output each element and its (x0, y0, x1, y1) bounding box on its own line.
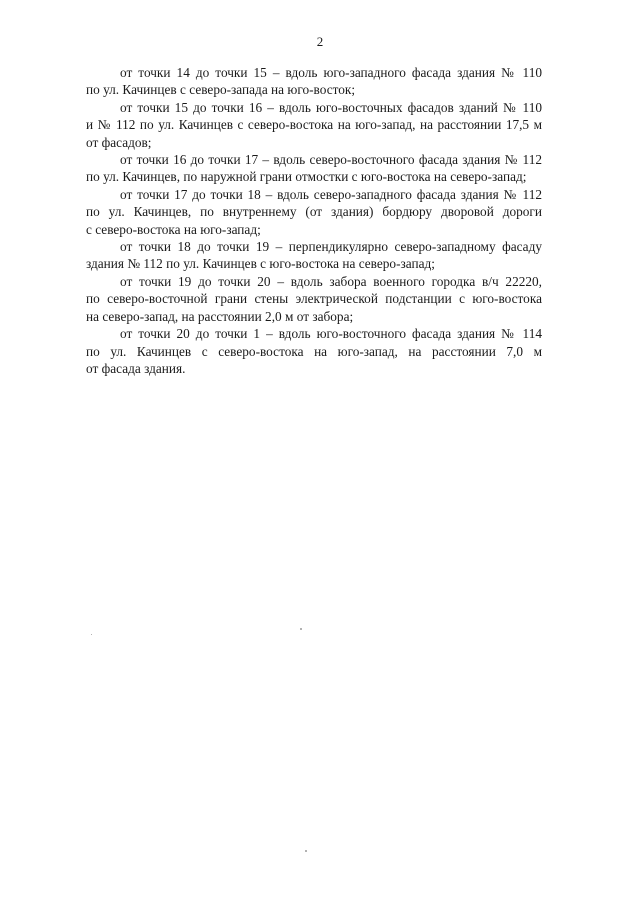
paragraph (86, 186, 542, 238)
text-line: по северо-восточной грани стены электрической подстанции с юго-востока (86, 291, 542, 307)
scan-speck (300, 628, 302, 630)
text-line: и № 112 по ул. Качинцев с северо-востока на юго-запад, на расстоянии 17,5 м (86, 117, 542, 133)
text-line: по ул. Качинцев с северо-запада на юго-восток; (86, 82, 356, 98)
page-number: 2 (316, 34, 324, 49)
text-line: от точки 20 до точки 1 – вдоль юго-восточного фасада здания № 114 (120, 326, 542, 342)
text-line: от точки 19 до точки 20 – вдоль забора военного городка в/ч 22220, (120, 273, 542, 289)
text-line: от точки 15 до точки 16 – вдоль юго-восточных фасадов зданий № 110 (120, 99, 542, 115)
text-line: по ул. Качинцев, по внутреннему (от здания) бордюру дворовой дороги (86, 204, 542, 220)
scan-speck (91, 634, 92, 635)
text-line: по ул. Качинцев с северо-востока на юго-запад, на расстоянии 7,0 м (86, 343, 542, 359)
document-body (86, 64, 542, 377)
scan-speck (305, 850, 307, 852)
paragraph (86, 273, 542, 325)
text-line: от точки 16 до точки 17 – вдоль северо-восточного фасада здания № 112 (120, 152, 542, 168)
text-line: от точки 18 до точки 19 – перпендикулярно северо-западному фасаду (120, 239, 542, 255)
paragraph (86, 151, 542, 186)
paragraph (86, 99, 542, 151)
text-line: от фасада здания. (86, 360, 186, 376)
text-line: по ул. Качинцев, по наружной грани отмостки с юго-востока на северо-запад; (86, 169, 527, 185)
text-line: от фасадов; (86, 134, 152, 150)
paragraph (86, 238, 542, 273)
text-line: от точки 14 до точки 15 – вдоль юго-западного фасада здания № 110 (120, 65, 542, 80)
text-line: здания № 112 по ул. Качинцев с юго-востока на северо-запад; (86, 256, 435, 272)
text-line: с северо-востока на юго-запад; (86, 221, 261, 237)
text-line: от точки 17 до точки 18 – вдоль северо-западного фасада здания № 112 (120, 186, 542, 202)
paragraph (86, 64, 542, 99)
text-line: на северо-запад, на расстоянии 2,0 м от забора; (86, 308, 354, 324)
paragraph (86, 325, 542, 377)
